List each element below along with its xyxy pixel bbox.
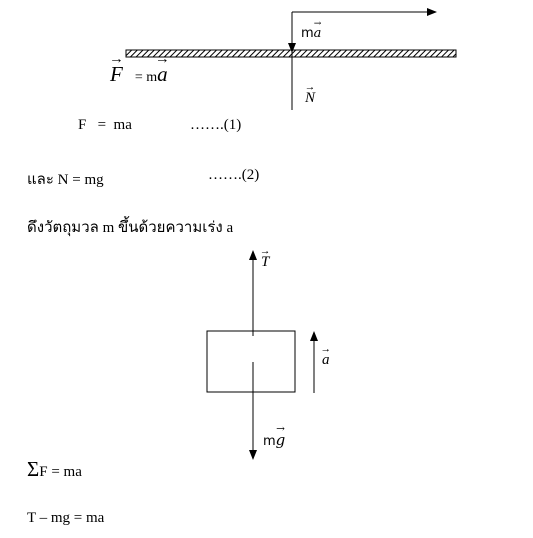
equation-2-number: …….(2) xyxy=(208,167,260,183)
equation-1-number: …….(1) xyxy=(190,117,242,133)
ma-prefix: m xyxy=(301,26,314,41)
force-equals-ma-label xyxy=(110,62,168,87)
hatched-surface xyxy=(126,50,456,57)
tension-label xyxy=(261,254,269,271)
normal-vector-symbol: → N xyxy=(305,90,315,106)
weight-prefix: m xyxy=(263,434,276,449)
equation-1-text: F = ma xyxy=(78,117,132,133)
ma-vector-symbol: → a xyxy=(314,26,322,41)
force-vector-symbol: → F xyxy=(110,62,123,86)
weight-vector-symbol: → g xyxy=(276,431,286,449)
final-equation: T – mg = ma xyxy=(27,510,105,526)
equation-1 xyxy=(78,117,132,134)
mass-box xyxy=(207,331,295,392)
sum-equation-text: F = ma xyxy=(39,464,82,480)
sum-equation xyxy=(27,457,82,482)
equation-2: และ N = mg xyxy=(27,172,104,188)
tension-vector-symbol: → T xyxy=(261,254,269,270)
equals-m-text: = m xyxy=(134,70,158,85)
sigma-symbol: Σ xyxy=(27,457,40,481)
normal-force-label xyxy=(305,90,315,107)
weight-label xyxy=(263,431,285,449)
statement-text: ดึงวัตถุมวล m ขึ้นด้วยความเร่ง a xyxy=(27,220,234,236)
box-acceleration-label xyxy=(322,352,330,369)
ma-vector-label xyxy=(301,26,321,41)
acceleration-vector-symbol: → a xyxy=(157,62,168,86)
box-acceleration-vector-symbol: → a xyxy=(322,352,330,368)
